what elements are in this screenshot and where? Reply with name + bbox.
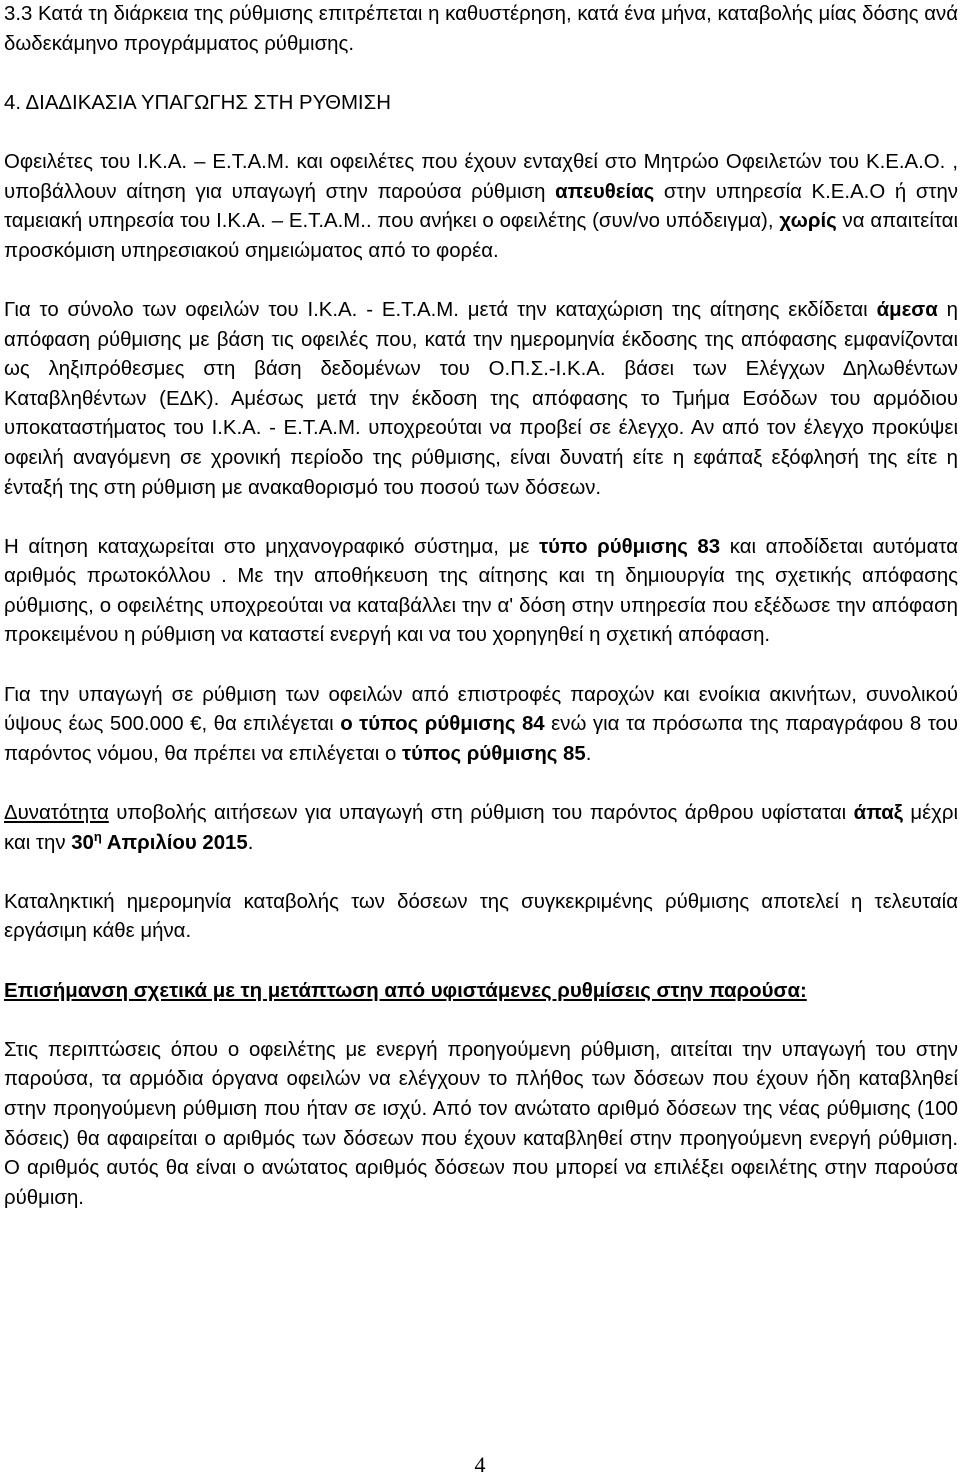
paragraph-registration <box>4 533 958 651</box>
text-run: και αποδίδεται αυτόματα αριθμός πρωτοκόλλου . Με την αποθήκευση της αίτησης και τη δημιουργία της σχετικής απόφασης ρύθμισης, ο οφειλέτης υποχρεούται να καταβάλλει την α' δόση στην υπηρεσία που εξέδωσε την απόφαση προκειμένου η ρύθμιση να καταστεί ενεργή και να του χορηγηθεί η σχετική απόφαση. <box>4 535 959 647</box>
paragraph-rental-refunds <box>4 681 958 770</box>
paragraph-decision <box>4 296 958 503</box>
text-run: στην υπηρεσία Κ.Ε.Α.Ο ή στην ταμειακή υπηρεσία του Ι.Κ.Α. – Ε.Τ.Α.Μ.. που ανήκει ο οφειλέτης (συν/νο υπόδειγμα), <box>4 180 958 233</box>
text-run: να απαιτείται προσκόμιση υπηρεσιακού σημειώματος από το φορέα. <box>4 210 958 262</box>
text-run: μέχρι και την <box>4 802 958 854</box>
document-page <box>4 0 958 1213</box>
text-run: . <box>585 742 592 765</box>
section-heading: 4. ΔΙΑΔΙΚΑΣΙΑ ΥΠΑΓΩΓΗΣ ΣΤΗ ΡΥΘΜΙΣΗ <box>4 91 391 114</box>
notice-heading: Επισήμανση σχετικά με τη μετάπτωση από υφιστάμενες ρυθμίσεις στην παρούσα: <box>4 979 807 1002</box>
page-number: 4 <box>474 1452 486 1477</box>
text-run: ενώ για τα πρόσωπα της παραγράφου 8 του παρόντος νόμου, θα πρέπει να επιλέγεται ο <box>4 713 958 765</box>
paragraph-3-3: 3.3 Κατά τη διάρκεια της ρύθμισης επιτρέπεται η καθυστέρηση, κατά ένα μήνα, καταβολής μίας δόσης ανά δωδεκάμηνο προγράμματος ρύθμισης. <box>4 3 958 55</box>
text-run: Για το σύνολο των οφειλών του Ι.Κ.Α. - Ε.Τ.Α.Μ. μετά την καταχώριση της αίτησης εκδίδεται <box>4 298 877 321</box>
bold-text: απευθείας <box>555 180 655 203</box>
bold-text: ο τύπος ρύθμισης 84 <box>340 713 545 736</box>
underlined-text: Δυνατότητα <box>4 802 109 825</box>
bold-text: τύπο ρύθμισης 83 <box>539 535 721 558</box>
paragraph-submission <box>4 148 958 266</box>
text-run: Οφειλέτες του Ι.Κ.Α. – Ε.Τ.Α.Μ. και οφειλέτες που έχουν ενταχθεί στο Μητρώο Οφειλετών του Κ.Ε.Α.Ο. , υποβάλλουν αίτηση για υπαγωγή στην παρούσα ρύθμιση <box>4 150 958 203</box>
bold-date: $30^\eta$ Απριλίου 2015 <box>71 828 248 854</box>
bold-text: χωρίς <box>779 210 837 233</box>
text-run: Η αίτηση καταχωρείται στο μηχανογραφικό σύστημα, με <box>4 535 540 558</box>
text-run: Για την υπαγωγή σε ρύθμιση των οφειλών από επιστροφές παροχών και ενοίκια ακινήτων, συνολικού ύψους έως 500.000 €, θα επιλέγεται <box>4 683 958 736</box>
paragraph-migration: Στις περιπτώσεις όπου ο οφειλέτης με ενεργή προηγούμενη ρύθμιση, αιτείται την υπαγωγή του στην παρούσα, τα αρμόδια όργανα οφειλών να ελέγχουν το πλήθος των δόσεων που έχουν ήδη καταβληθεί στην προηγούμενη ρύθμιση που ήταν σε ισχύ. Από τον ανώτατο αριθμό δόσεων της νέας ρύθμισης (100 δόσεις) θα αφαιρείται ο αριθμός των δόσεων που έχουν καταβληθεί στην προηγούμενη ενεργή ρύθμιση. Ο αριθμός αυτός θα είναι ο ανώτατος αριθμός δόσεων που μπορεί να επιλέξει οφειλέτης στην παρούσα ρύθμιση. <box>4 1038 958 1209</box>
text-run: . <box>247 831 254 854</box>
bold-text: τύπος ρύθμισης 85 <box>401 742 586 765</box>
bold-text: άμεσα <box>876 298 938 321</box>
text-run: η απόφαση ρύθμισης με βάση τις οφειλές που, κατά την ημερομηνία έκδοσης της απόφασης εμφανίζονται ως ληξιπρόθεσμες στη βάση δεδομένων του Ο.Π.Σ.-Ι.Κ.Α. βάσει των Ελέγχων Δηλωθέντων Καταβληθέντων (ΕΔΚ). Αμέσως μετά την έκδοση της απόφασης το Τμήμα Εσόδων του αρμόδιου υποκαταστήματος του Ι.Κ.Α. - Ε.Τ.Α.Μ. υποχρεούται να προβεί σε έλεγχο. Αν από τον έλεγχο προκύψει οφειλή αναγόμενη σε χρονική περίοδο της ρύθμισης, είναι δυνατή είτε η εφάπαξ εξόφλησή της είτε η ένταξή της στη ρύθμιση με ανακαθορισμό του ποσού των δόσεων. <box>4 298 958 499</box>
text-run: υποβολής αιτήσεων για υπαγωγή στη ρύθμιση του παρόντος άρθρου υφίσταται <box>108 802 854 825</box>
paragraph-payment-date: Καταληκτική ημερομηνία καταβολής των δόσεων της συγκεκριμένης ρύθμισης αποτελεί η τελευταία εργάσιμη κάθε μήνα. <box>4 890 958 943</box>
paragraph-deadline <box>4 799 958 858</box>
bold-text: άπαξ <box>853 802 903 825</box>
